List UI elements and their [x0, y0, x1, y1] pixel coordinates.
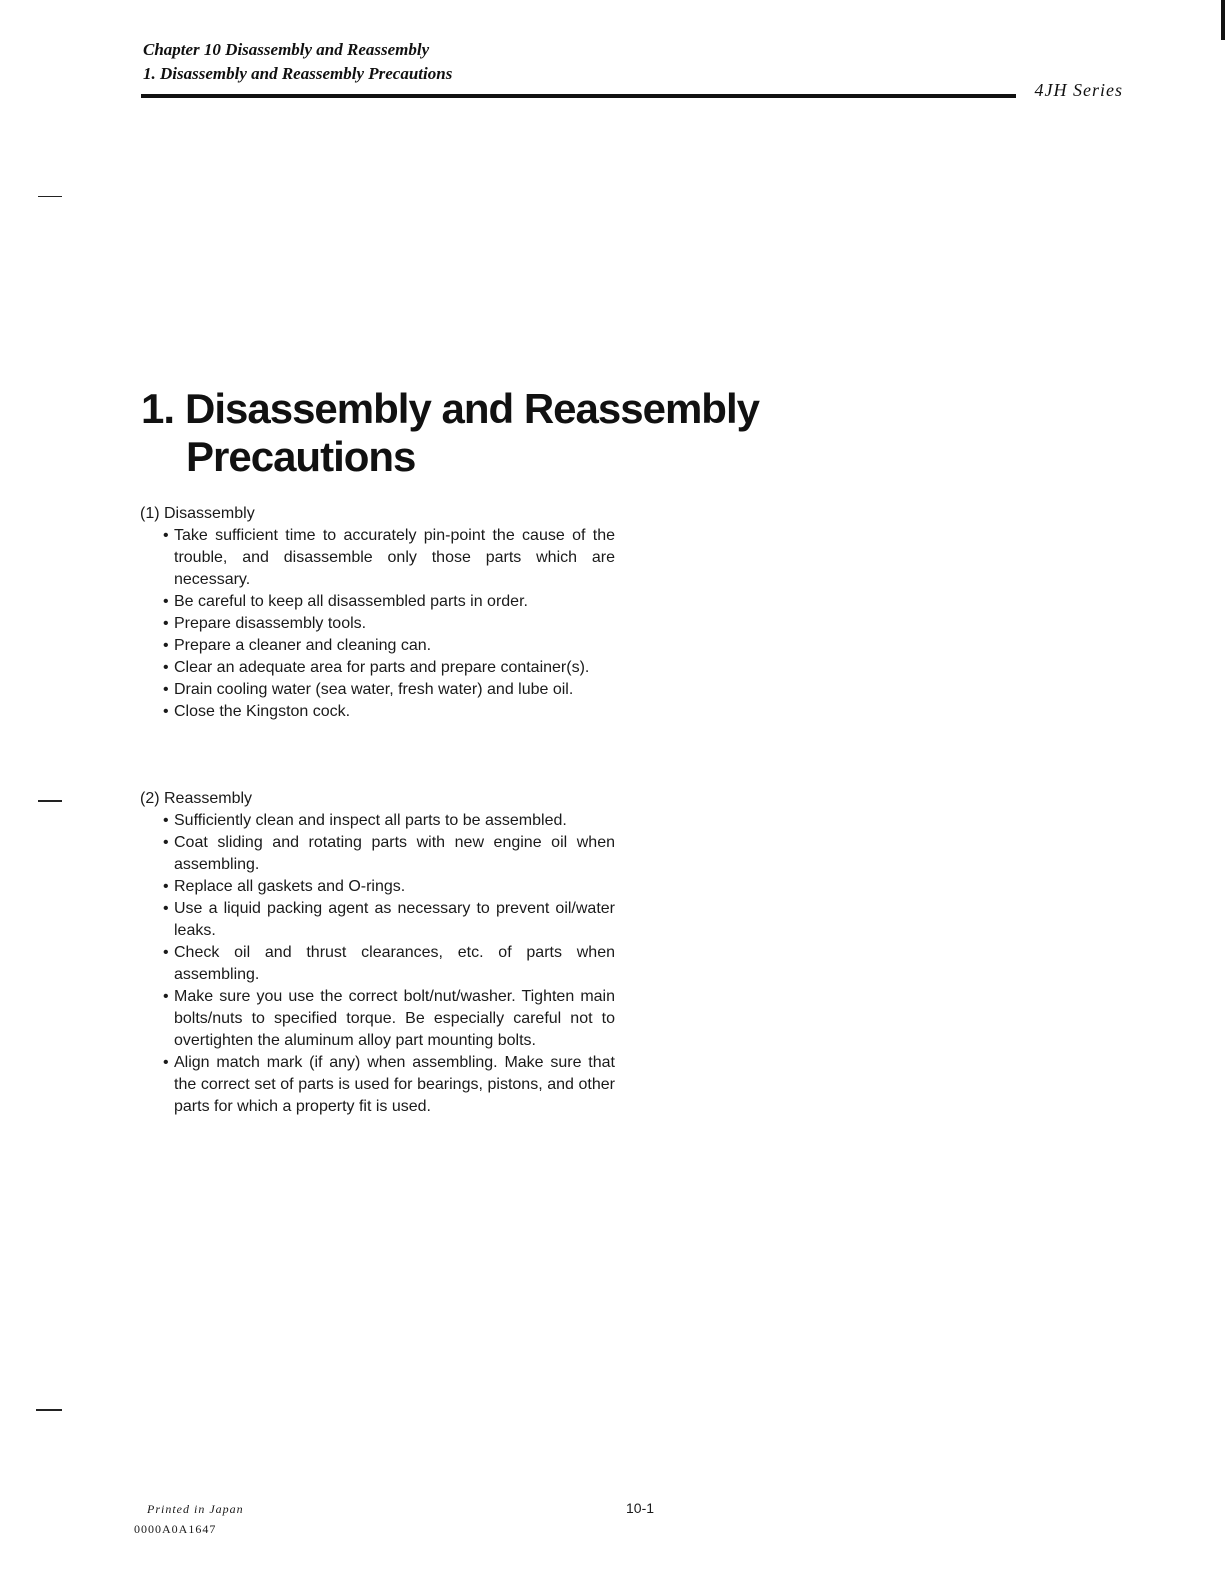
reassembly-section	[140, 788, 615, 1118]
title-line1: Disassembly and Reassembly	[185, 385, 759, 432]
page-number: 10-1	[626, 1500, 655, 1516]
list-item: • Be careful to keep all disassembled parts in order.	[163, 591, 615, 613]
list-item: • Take sufficient time to accurately pin-point the cause of the trouble, and disassemble only those parts which are necessary.	[163, 525, 615, 591]
margin-mark	[38, 196, 62, 197]
margin-mark	[38, 800, 62, 802]
disassembly-heading: (1) Disassembly	[140, 505, 255, 522]
list-item: • Replace all gaskets and O-rings.	[163, 876, 615, 898]
reassembly-list	[140, 810, 615, 1118]
list-item: • Align match mark (if any) when assembling. Make sure that the correct set of parts is used for bearings, pistons, and other parts for which a property fit is used.	[163, 1052, 615, 1118]
list-item: • Sufficiently clean and inspect all parts to be assembled.	[163, 810, 615, 832]
disassembly-list	[140, 525, 615, 723]
list-item: • Drain cooling water (sea water, fresh water) and lube oil.	[163, 679, 615, 701]
list-item: • Check oil and thrust clearances, etc. of parts when assembling.	[163, 942, 615, 986]
page-title	[141, 385, 759, 481]
list-item: • Coat sliding and rotating parts with new engine oil when assembling.	[163, 832, 615, 876]
title-number: 1.	[141, 385, 175, 432]
printed-in-label: Printed in Japan	[147, 1502, 244, 1516]
chapter-header: Chapter 10 Disassembly and Reassembly	[143, 40, 430, 59]
title-line2: Precautions	[186, 433, 416, 480]
list-item: • Clear an adequate area for parts and prepare container(s).	[163, 657, 615, 679]
margin-mark	[36, 1409, 62, 1411]
reassembly-heading: (2) Reassembly	[140, 790, 253, 807]
list-item: • Make sure you use the correct bolt/nut/washer. Tighten main bolts/nuts to specified torque. Be especially careful not to overtighten the aluminum alloy part mounting bolts.	[163, 986, 615, 1052]
list-item: • Prepare a cleaner and cleaning can.	[163, 635, 615, 657]
list-item: • Use a liquid packing agent as necessary to prevent oil/water leaks.	[163, 898, 615, 942]
section-header: 1. Disassembly and Reassembly Precautions	[143, 64, 453, 83]
page-edge-mark	[1221, 0, 1225, 40]
document-code: 0000A0A1647	[134, 1522, 217, 1536]
list-item: • Close the Kingston cock.	[163, 701, 615, 723]
header-rule	[141, 94, 1016, 98]
list-item: • Prepare disassembly tools.	[163, 613, 615, 635]
series-label: 4JH Series	[1034, 80, 1123, 100]
disassembly-section	[140, 503, 615, 723]
